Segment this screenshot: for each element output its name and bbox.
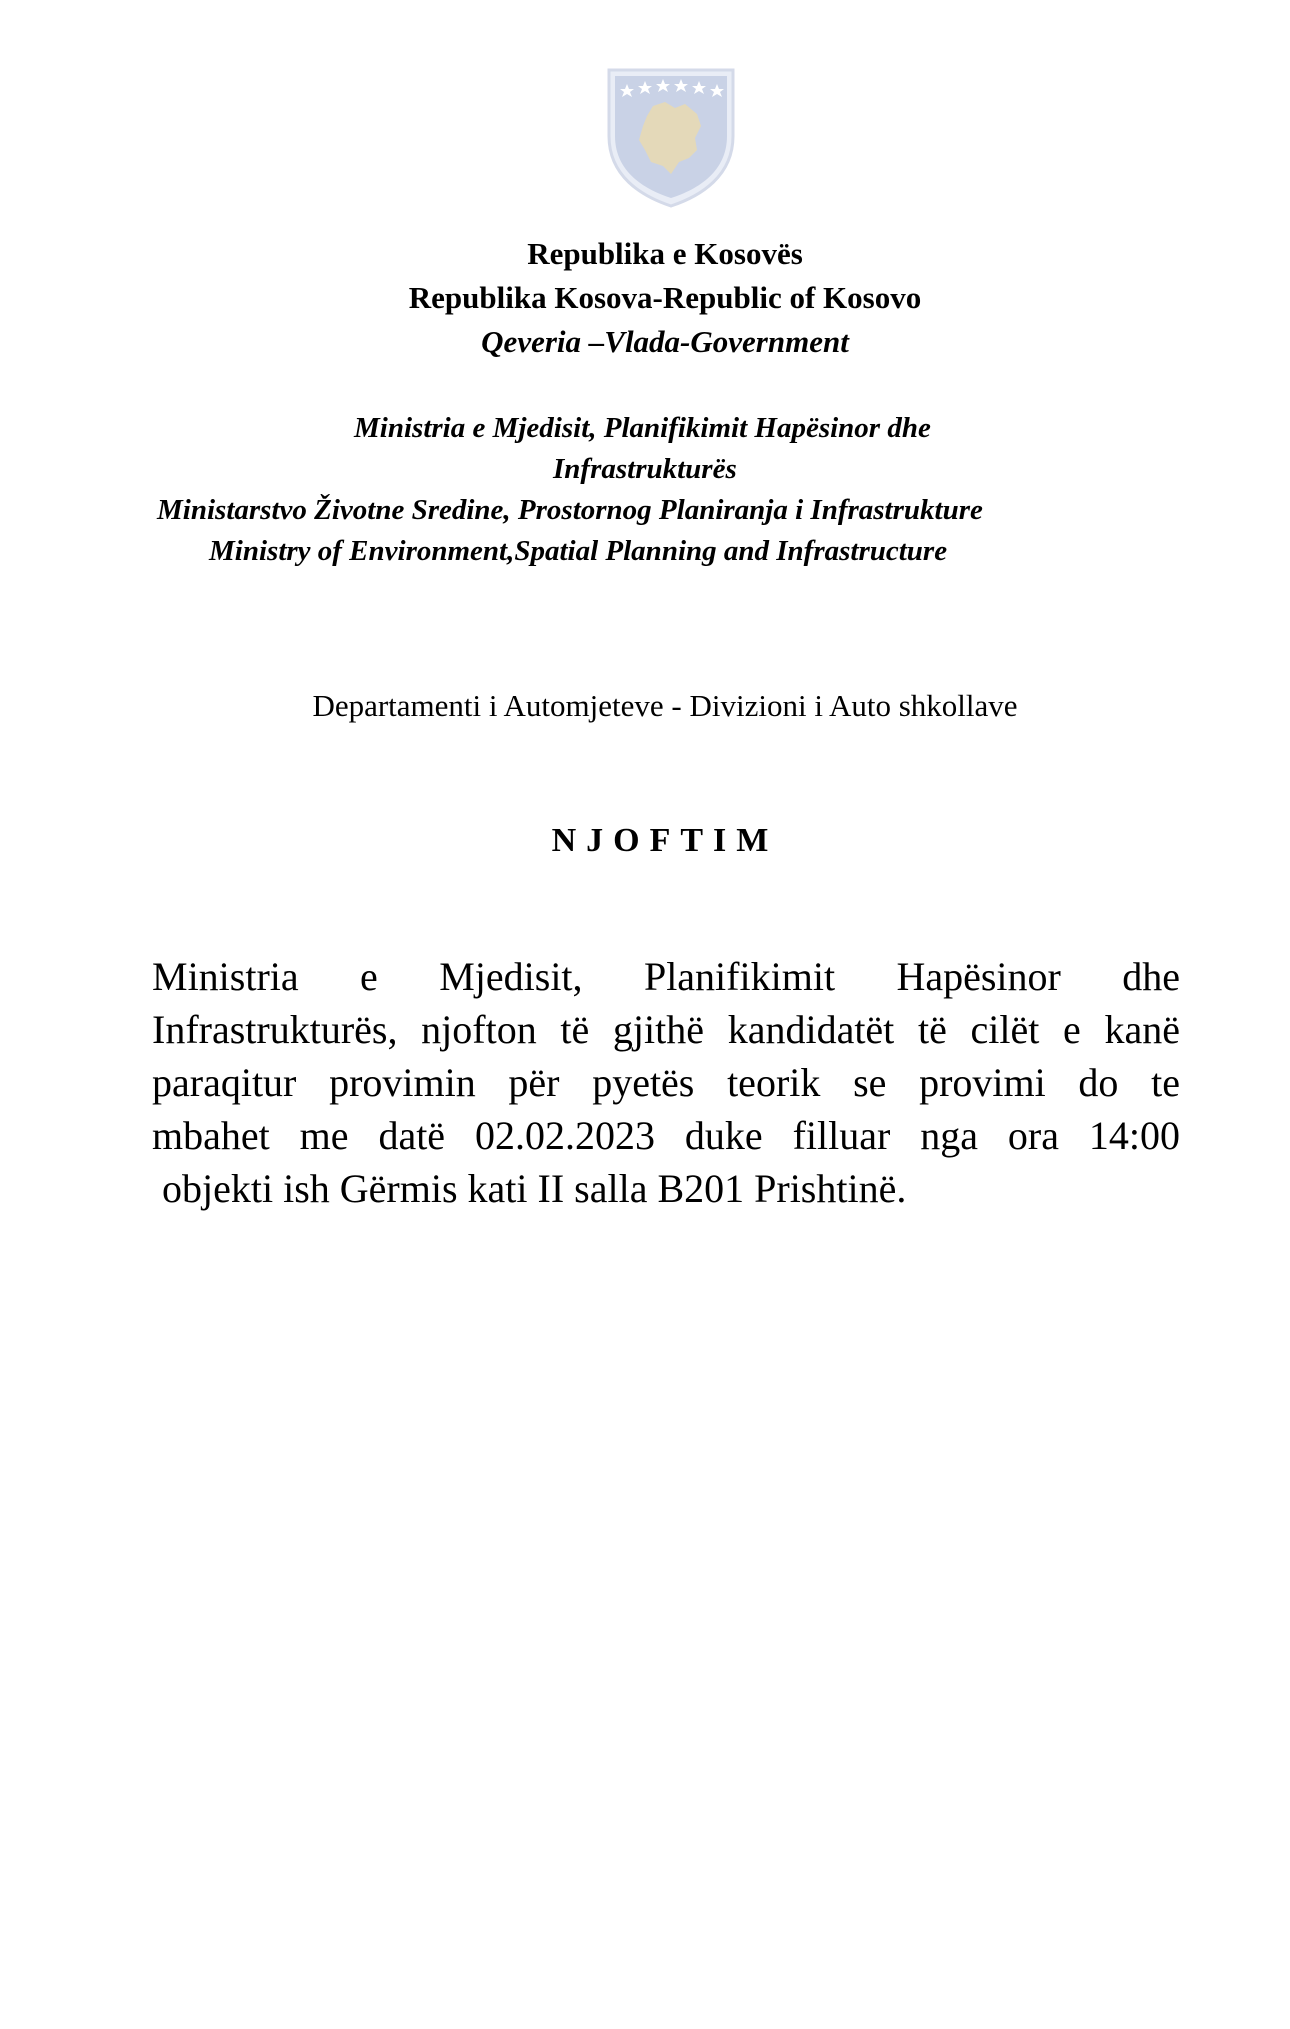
notice-body-line: paraqitur provimin për pyetës teorik se provimi do te [152, 1060, 1180, 1105]
government-header [0, 232, 1290, 364]
header-republic-albanian: Republika e Kosovës [527, 236, 803, 271]
ministry-name-english: Ministry of Environment,Spatial Planning and Infrastructure [209, 535, 948, 567]
kosovo-coat-of-arms-icon [605, 66, 737, 208]
department-name: Departamenti i Automjeteve - Divizioni i Auto shkollave [312, 688, 1018, 723]
header-government: Qeveria –Vlada-Government [481, 324, 849, 359]
ministry-name-serbian: Ministarstvo Životne Sredine, Prostornog Planiranja i Infrastrukture [157, 494, 983, 526]
notice-body [152, 950, 1180, 1215]
notice-body-line: Infrastrukturës, njofton të gjithë kandidatët të cilët e kanë [152, 1007, 1180, 1052]
ministry-name-albanian: Ministria e Mjedisit, Planifikimit Hapësinor dhe [354, 412, 931, 444]
notice-body-line: objekti ish Gërmis kati II salla B201 Prishtinë. [162, 1166, 907, 1211]
ministry-name-albanian-cont: Infrastrukturës [553, 453, 737, 485]
notice-title: NJOFTIM [551, 822, 779, 859]
notice-body-line: Ministria e Mjedisit, Planifikimit Hapësinor dhe [152, 954, 1180, 999]
notice-body-line: mbahet me datë 02.02.2023 duke filluar nga ora 14:00 [152, 1113, 1180, 1158]
header-republic-multilingual: Republika Kosova-Republic of Kosovo [408, 280, 922, 315]
